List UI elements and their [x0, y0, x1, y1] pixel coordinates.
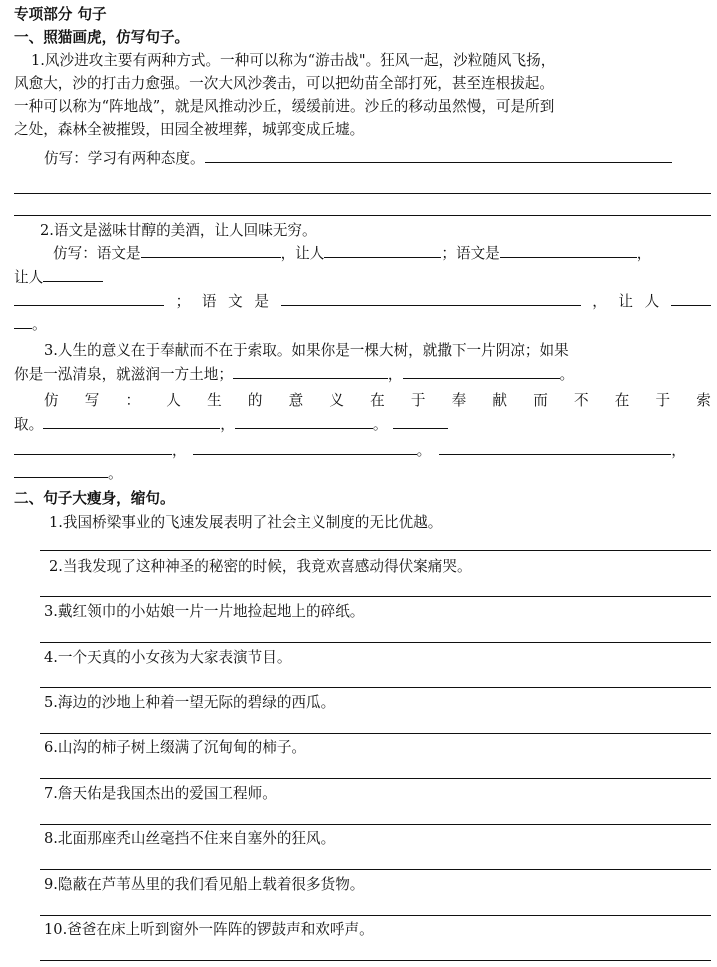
q2-semi: ；	[175, 293, 191, 310]
s2-answer-line[interactable]	[40, 733, 711, 734]
q1-passage-line-1: 1.风沙进攻主要有两种方式。一种可以称为“游击战"。狂风一起，沙粒随风飞扬，	[31, 52, 556, 69]
q3-prompt-char: 索	[696, 392, 711, 409]
q2-blank-3[interactable]	[500, 243, 637, 258]
q2-shi: 是	[254, 293, 269, 310]
q3-prompt-char: 生	[207, 392, 222, 409]
q1-passage-line-3: 一种可以称为“阵地战”，就是风推动沙丘，缓缓前进。沙丘的移动虽然慢，可是所到	[14, 98, 555, 115]
q3-comma-2: ，	[220, 416, 235, 433]
q1-answer-blank[interactable]	[205, 148, 672, 163]
q3-prompt-char: 意	[288, 392, 304, 409]
q3-prompt-char: 在	[614, 392, 630, 409]
s2-item: 6.山沟的柿子树上缀满了沉甸甸的柿子。	[44, 739, 307, 756]
q2-blank-2[interactable]	[324, 243, 441, 258]
s2-answer-line[interactable]	[40, 824, 711, 825]
q3-period-3: 。	[416, 442, 432, 459]
q2-rang: 让	[618, 293, 634, 310]
q3-comma-3: ，	[172, 442, 187, 459]
q3-blank-2[interactable]	[403, 364, 560, 379]
q3-prompt-char: 的	[247, 392, 263, 409]
q3-line-2-text: 你是一泓清泉，就滋润一方土地；	[14, 366, 233, 383]
q3-comma-1: ，	[387, 366, 403, 383]
q3-prompt-char: 仿	[44, 392, 59, 409]
s2-item: 8.北面那座秃山丝毫挡不住来自塞外的狂风。	[44, 830, 336, 847]
q2-wen: 文	[228, 293, 243, 310]
s2-answer-line[interactable]	[40, 960, 711, 961]
q3-blank-8[interactable]	[439, 440, 671, 455]
q3-line-6	[14, 463, 123, 485]
q3-prompt-char: 献	[492, 392, 508, 409]
s2-answer-line[interactable]	[40, 642, 711, 643]
q3-blank-7[interactable]	[193, 440, 417, 455]
q3-blank-4[interactable]	[235, 414, 373, 429]
q3-prompt-char: 不	[573, 392, 589, 409]
q3-prompt-char: 于	[655, 392, 671, 409]
s2-answer-line[interactable]	[40, 596, 711, 597]
q2-blank-5[interactable]	[14, 291, 164, 306]
q1-answer-line-3[interactable]	[14, 215, 711, 216]
q2-line-3	[14, 291, 711, 313]
q1-prompt-text: 仿写：学习有两种态度。	[44, 150, 205, 167]
q3-line-2	[14, 364, 574, 386]
q2-rang-label-2: 让人	[14, 269, 44, 286]
q1-passage-line-2: 风愈大，沙的打击力愈强。一次大风沙袭击，可以把幼苗全部打死，甚至连根拔起。	[14, 75, 554, 92]
s2-item: 2.当我发现了这种神圣的秘密的时候，我竟欢喜感动得伏案痛哭。	[49, 558, 472, 575]
s2-item: 10.爸爸在床上听到窗外一阵阵的锣鼓声和欢呼声。	[44, 921, 374, 938]
s2-answer-line[interactable]	[40, 778, 711, 779]
q1-prompt	[44, 148, 672, 170]
q2-line-2	[14, 267, 103, 289]
q1-passage-line-4: 之处，森林全被摧毁，田园全被埋葬，城郭变成丘墟。	[14, 121, 365, 138]
q3-line-1: 3.人生的意义在于奉献而不在于索取。如果你是一棵大树，就撒下一片阴凉；如果	[44, 342, 569, 359]
q2-blank-1[interactable]	[141, 243, 281, 258]
section-1-heading: 一、照猫画虎，仿写句子。	[14, 29, 190, 46]
q3-comma-4: ，	[671, 442, 686, 459]
q3-line-4-text: 取。	[14, 416, 44, 433]
q2-blank-6[interactable]	[281, 291, 581, 306]
q2-rang-label: ，让人	[280, 245, 325, 262]
q3-prompt-char: 于	[410, 392, 426, 409]
q2-end: 。	[32, 316, 47, 333]
q3-line-5	[14, 440, 711, 462]
q3-prompt-char: 而	[533, 392, 548, 409]
q2-ren: 人	[644, 293, 660, 310]
q3-prompt-char: 在	[370, 392, 385, 409]
q1-answer-line-2[interactable]	[14, 193, 711, 194]
q2-prompt-label: 仿写：语文是	[53, 245, 141, 262]
q3-prompt-line	[44, 390, 711, 412]
q3-period-1: 。	[559, 366, 575, 383]
q3-blank-1[interactable]	[233, 364, 388, 379]
q2-blank-8[interactable]	[14, 314, 32, 329]
q3-prompt-char: 义	[329, 392, 344, 409]
q3-blank-9[interactable]	[14, 463, 108, 478]
q2-yu: 语	[201, 293, 217, 310]
s2-item: 3.戴红领巾的小姑娘一片一片地捡起地上的碎纸。	[44, 603, 365, 620]
s2-item: 7.詹天佑是我国杰出的爱国工程师。	[44, 785, 277, 802]
q2-prompt	[53, 243, 651, 265]
q3-prompt-char: 人	[166, 392, 181, 409]
q2-line-4	[14, 314, 47, 336]
s2-answer-line[interactable]	[40, 550, 711, 551]
q2-blank-4[interactable]	[43, 267, 103, 282]
q3-prompt-char: 奉	[451, 392, 467, 409]
q2-stem: 2.语文是滋味甘醇的美酒，让人回味无穷。	[40, 222, 317, 239]
q3-period-2: 。	[372, 416, 388, 433]
section-2-heading: 二、句子大瘦身，缩句。	[14, 490, 175, 507]
s2-answer-line[interactable]	[40, 915, 711, 916]
s2-item: 9.隐蔽在芦苇丛里的我们看见船上载着很多货物。	[44, 876, 365, 893]
q3-blank-3[interactable]	[43, 414, 220, 429]
q2-comma: ，	[636, 245, 652, 262]
q2-blank-7[interactable]	[671, 291, 711, 306]
s2-item: 4.一个天真的小女孩为大家表演节目。	[44, 649, 292, 666]
q3-blank-5[interactable]	[393, 414, 448, 429]
q2-comma-2: ，	[592, 293, 607, 310]
q3-prompt-char: 写	[84, 392, 100, 409]
q3-prompt-char: ：	[125, 392, 141, 409]
q2-yuwen-label: ；语文是	[441, 245, 500, 262]
s2-item: 1.我国桥梁事业的飞速发展表明了社会主义制度的无比优越。	[49, 514, 443, 531]
page-title: 专项部分 句子	[14, 6, 107, 23]
s2-item: 5.海边的沙地上种着一望无际的碧绿的西瓜。	[44, 694, 336, 711]
s2-answer-line[interactable]	[40, 869, 711, 870]
q3-line-4	[14, 414, 448, 436]
q3-period-4: 。	[108, 465, 123, 482]
q3-blank-6[interactable]	[14, 440, 172, 455]
s2-answer-line[interactable]	[40, 687, 711, 688]
